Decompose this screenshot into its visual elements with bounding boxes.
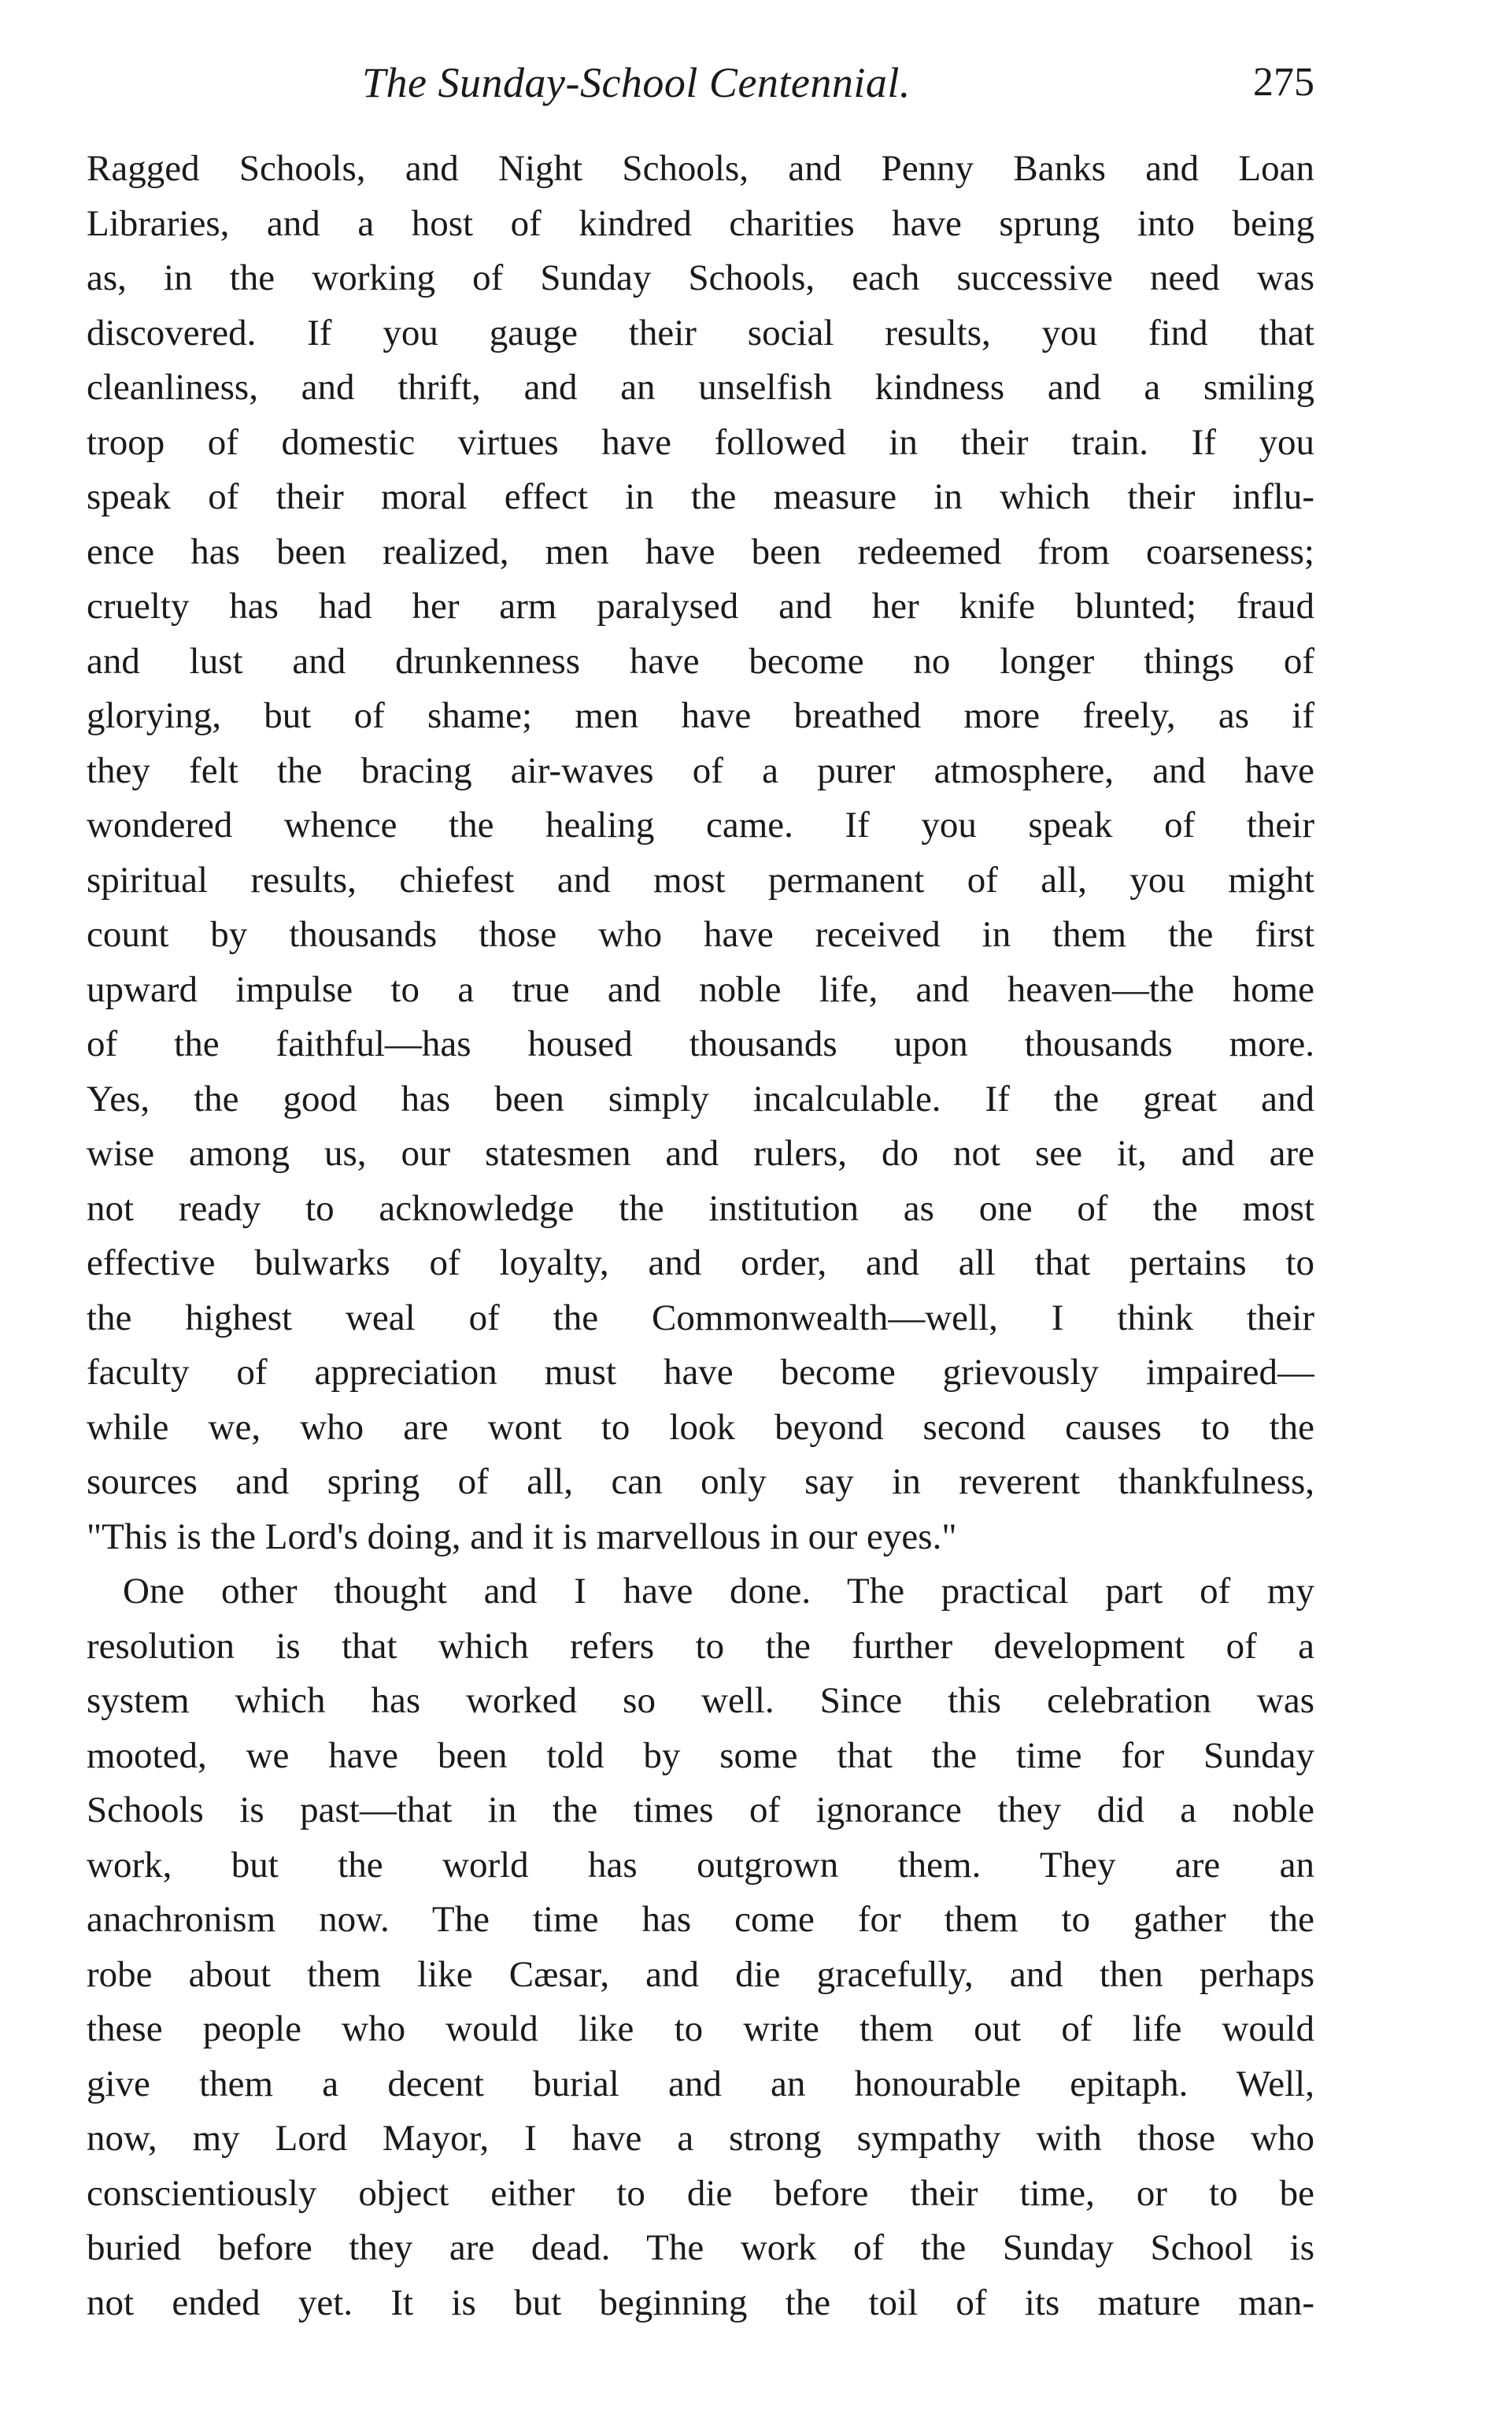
text-line: while we, who are wont to look beyond second causes to the (87, 1406, 1314, 1448)
text-line: give them a decent burial and an honourable epitaph. Well, (87, 2063, 1314, 2104)
text-line: work, but the world has outgrown them. They are an (87, 1844, 1314, 1886)
text-line: effective bulwarks of loyalty, and order, and all that pertains to (87, 1242, 1314, 1283)
page-header (87, 47, 1314, 118)
text-line: these people who would like to write them out of life would (87, 2008, 1314, 2049)
text-line: One other thought and I have done. The practical part of my (123, 1571, 1314, 1612)
text-line: Schools is past—that in the times of ignorance they did a noble (87, 1790, 1314, 1830)
text-line: system which has worked so well. Since this celebration was (87, 1680, 1314, 1721)
text-line: not ended yet. It is but beginning the toil of its mature man- (87, 2282, 1314, 2323)
text-line: conscientiously object either to die before their time, or to be (87, 2172, 1314, 2214)
text-line: wise among us, our statesmen and rulers, do not see it, and are (87, 1133, 1314, 1174)
text-line: mooted, we have been told by some that the time for Sunday (87, 1734, 1314, 1776)
text-line: wondered whence the healing came. If you speak of their (87, 805, 1314, 846)
text-line: cleanliness, and thrift, and an unselfish kindness and a smiling (87, 367, 1314, 408)
text-line: as, in the working of Sunday Schools, each successive need was (87, 257, 1314, 298)
text-line: Ragged Schools, and Night Schools, and Penny Banks and Loan (87, 148, 1314, 189)
text-line: they felt the bracing air-waves of a purer atmosphere, and have (87, 749, 1314, 791)
text-line: resolution is that which refers to the further development of a (87, 1625, 1314, 1667)
text-line: sources and spring of all, can only say in reverent thankfulness, (87, 1461, 1314, 1502)
text-line: anachronism now. The time has come for them to gather the (87, 1899, 1314, 1940)
text-line: discovered. If you gauge their social results, you find that (87, 312, 1314, 353)
text-line: upward impulse to a true and noble life, and heaven—the home (87, 968, 1314, 1010)
text-line: the highest weal of the Commonwealth—well, I think their (87, 1297, 1314, 1338)
text-line: and lust and drunkenness have become no longer things of (87, 640, 1314, 682)
text-line: troop of domestic virtues have followed in their train. If you (87, 421, 1314, 463)
text-line: spiritual results, chiefest and most permanent of all, you might (87, 859, 1314, 901)
text-line: Yes, the good has been simply incalculable. If the great and (87, 1078, 1314, 1120)
text-line: now, my Lord Mayor, I have a strong sympathy with those who (87, 2118, 1314, 2159)
text-line: robe about them like Cæsar, and die gracefully, and then perhaps (87, 1953, 1314, 1995)
text-line: not ready to acknowledge the institution as one of the most (87, 1187, 1314, 1229)
text-line: speak of their moral effect in the measure in which their influ- (87, 476, 1314, 517)
text-line: "This is the Lord's doing, and it is marvellous in our eyes." (87, 1516, 957, 1557)
running-title: The Sunday-School Centennial. (362, 59, 911, 106)
page-number: 275 (1253, 60, 1314, 105)
text-line: glorying, but of shame; men have breathed more freely, as if (87, 695, 1314, 736)
text-line: faculty of appreciation must have become grievously impaired— (87, 1352, 1314, 1393)
paragraph (87, 142, 1314, 1564)
text-line: Libraries, and a host of kindred charities have sprung into being (87, 202, 1314, 244)
text-line: cruelty has had her arm paralysed and her knife blunted; fraud (87, 586, 1314, 627)
text-line: of the faithful—has housed thousands upon thousands more. (87, 1023, 1314, 1064)
text-line: buried before they are dead. The work of the Sunday School is (87, 2227, 1314, 2268)
paragraph (87, 1564, 1314, 2330)
text-line: count by thousands those who have received in them the first (87, 914, 1314, 955)
text-line: ence has been realized, men have been redeemed from coarseness; (87, 531, 1314, 572)
body-text (87, 142, 1314, 2330)
